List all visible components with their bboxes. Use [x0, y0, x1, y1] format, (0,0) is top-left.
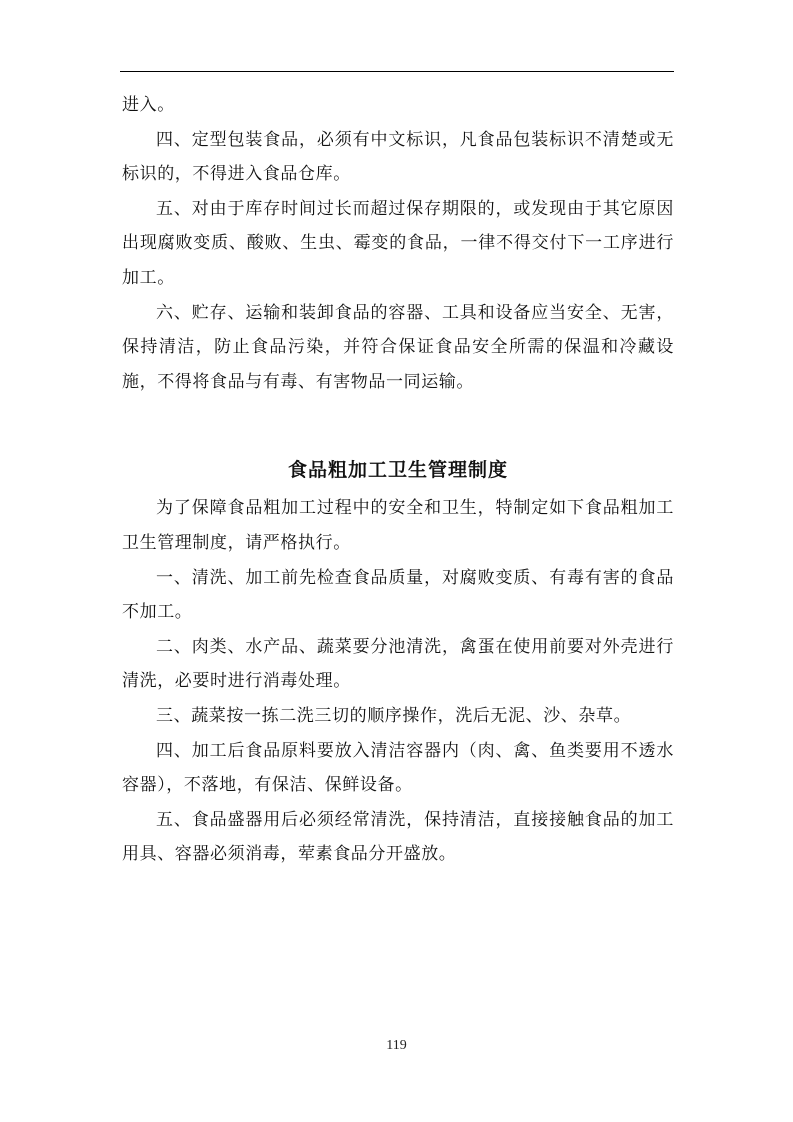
paragraph-item-1-inspection: 一、清洗、加工前先检查食品质量，对腐败变质、有毒有害的食品不加工。 — [122, 567, 674, 623]
page-number: 119 — [386, 1038, 407, 1053]
header-rule — [120, 71, 674, 72]
paragraph-item-3-vegetables: 三、蔬菜按一拣二洗三切的顺序操作，洗后无泥、沙、杂草。 — [156, 705, 632, 726]
paragraph-item-5-expired-food: 五、对由于库存时间过长而超过保存期限的，或发现由于其它原因出现腐败变质、酸败、生虫、霉变的食品，一律不得交付下一工序进行加工。 — [122, 198, 674, 288]
page-body — [122, 88, 674, 872]
paragraph-item-6-storage-transport: 六、贮存、运输和装卸食品的容器、工具和设备应当安全、无害，保持清洁，防止食品污染，并符合保证食品安全所需的保温和冷藏设施，不得将食品与有毒、有害物品一同运输。 — [122, 302, 674, 392]
paragraph-continuation: 进入。 — [122, 95, 175, 115]
paragraph-intro: 为了保障食品粗加工过程中的安全和卫生，特制定如下食品粗加工卫生管理制度，请严格执行。 — [122, 498, 674, 553]
paragraph-item-5-utensils: 五、食品盛器用后必须经常清洗，保持清洁，直接接触食品的加工用具、容器必须消毒，荤素食品分开盛放。 — [122, 809, 674, 865]
section-title: 食品粗加工卫生管理制度 — [287, 459, 508, 482]
paragraph-item-2-washing: 二、肉类、水产品、蔬菜要分池清洗，禽蛋在使用前要对外壳进行清洗，必要时进行消毒处理。 — [122, 636, 674, 692]
paragraph-item-4-packaged-food: 四、定型包装食品，必须有中文标识，凡食品包装标识不清楚或无标识的，不得进入食品仓库。 — [122, 129, 674, 185]
section-gap — [122, 399, 674, 449]
paragraph-item-4-containers: 四、加工后食品原料要放入清洁容器内（肉、禽、鱼类要用不透水容器），不落地，有保洁、保鲜设备。 — [122, 740, 674, 796]
